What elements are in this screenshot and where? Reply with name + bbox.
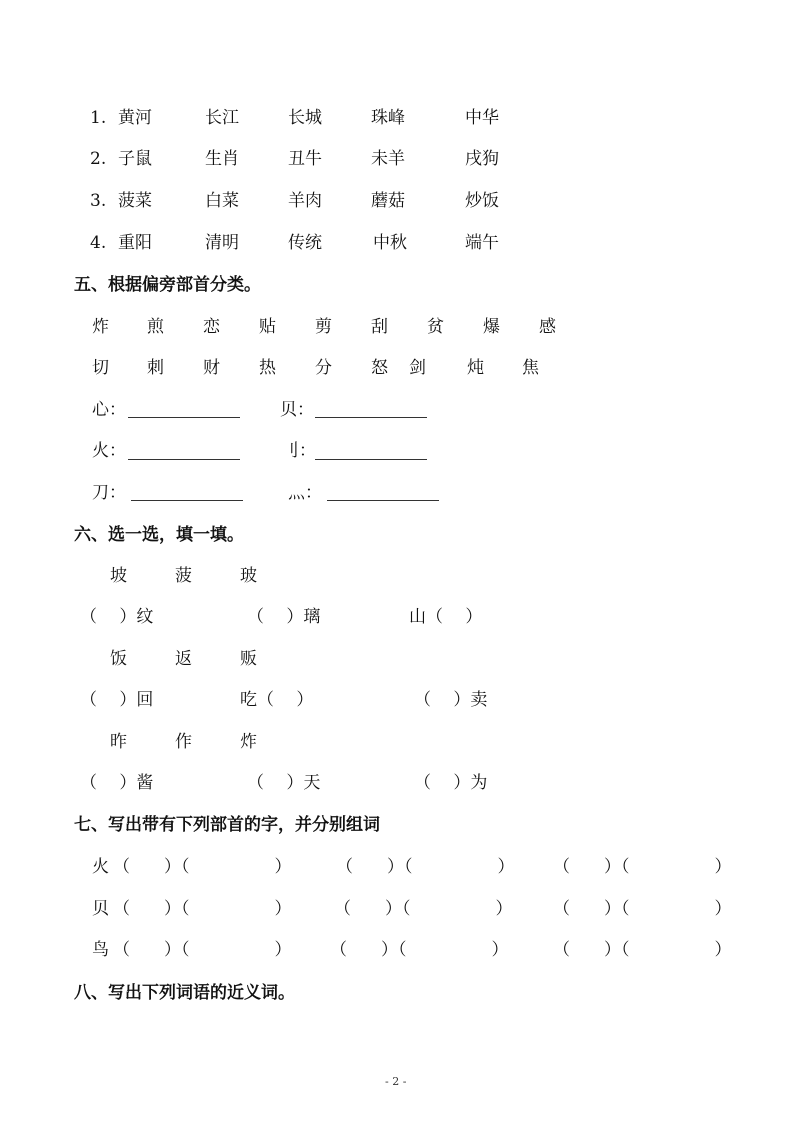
radical-label-heart: 心： xyxy=(92,400,126,420)
radical-label-knife: 刀： xyxy=(92,483,126,503)
choice-g2-1: 饭 xyxy=(110,649,127,669)
row-3-word-4: 蘑菇 xyxy=(371,191,405,211)
char-r1-4: 贴 xyxy=(259,317,276,337)
choice-g3-1: 昨 xyxy=(110,732,127,752)
row-1-word-2: 长江 xyxy=(205,108,239,128)
fill-g2-3-word: 卖 xyxy=(470,690,488,710)
row-4-word-2: 清明 xyxy=(205,233,239,253)
radical-row-shell xyxy=(92,898,109,920)
char-r1-8: 爆 xyxy=(483,317,500,337)
char-r1-9: 感 xyxy=(539,317,556,337)
row-3-word-2: 白菜 xyxy=(205,191,239,211)
radical-label-fire: 火： xyxy=(92,441,126,461)
char-r2-5: 分 xyxy=(315,358,332,378)
char-r1-6: 刮 xyxy=(371,317,388,337)
choice-g1-1: 坡 xyxy=(110,566,127,586)
row-4-word-5: 端午 xyxy=(465,233,499,253)
row-2-word-5: 戌狗 xyxy=(465,149,499,169)
section-6-title: 六、选一选，填一填。 xyxy=(74,525,244,545)
section-5-title: 五、根据偏旁部首分类。 xyxy=(74,275,261,295)
answer-line-fire-dots[interactable] xyxy=(327,500,439,501)
row-3-num: 3. xyxy=(90,191,107,211)
row-3-word-3: 羊肉 xyxy=(288,191,322,211)
fill-g3-2[interactable]: （ ）天 xyxy=(247,773,321,793)
choice-g3-2: 作 xyxy=(175,732,192,752)
char-r2-2: 刺 xyxy=(147,358,164,378)
fill-g3-3[interactable]: （ ）为 xyxy=(414,773,488,793)
paren-bird-1[interactable]: （ ）（ ） xyxy=(113,940,292,960)
fill-g1-2[interactable]: （ ）璃 xyxy=(247,607,321,627)
choice-g3-3: 炸 xyxy=(240,732,257,752)
paren-fire-2[interactable]: （ ）（ ） xyxy=(336,857,515,877)
char-r2-1: 切 xyxy=(92,358,109,378)
row-1-word-1: 黄河 xyxy=(118,108,152,128)
row-4-word-4: 中秋 xyxy=(373,233,407,253)
char-r1-3: 恋 xyxy=(203,317,220,337)
fill-g1-3-word: 山 xyxy=(409,607,426,627)
fill-g1-3[interactable]: 山（ ） xyxy=(409,607,483,627)
answer-line-shell[interactable] xyxy=(315,417,427,418)
section-7-title: 七、写出带有下列部首的字，并分别组词 xyxy=(74,815,380,835)
char-r1-2: 煎 xyxy=(147,317,164,337)
paren-bird-2[interactable]: （ ）（ ） xyxy=(330,940,509,960)
row-1-num: 1. xyxy=(90,108,107,128)
fill-g2-3[interactable]: （ ）卖 xyxy=(414,690,488,710)
row-4-word-1: 重阳 xyxy=(118,233,152,253)
char-r1-5: 剪 xyxy=(315,317,332,337)
radical-shell: 贝 xyxy=(92,899,109,919)
row-2-word-2: 生肖 xyxy=(205,149,239,169)
fill-g1-1[interactable]: （ ）纹 xyxy=(80,607,154,627)
char-r2-6: 怒 xyxy=(371,358,388,378)
page-number: - 2 - xyxy=(385,1075,407,1088)
choice-g1-2: 菠 xyxy=(175,566,192,586)
fill-g2-1[interactable]: （ ）回 xyxy=(80,690,154,710)
char-r2-7: 剑 xyxy=(409,358,426,378)
fill-g3-2-word: 天 xyxy=(303,773,321,793)
fill-g2-1-word: 回 xyxy=(136,690,154,710)
row-1-word-3: 长城 xyxy=(288,108,322,128)
row-1-word-4: 珠峰 xyxy=(371,108,405,128)
paren-shell-2[interactable]: （ ）（ ） xyxy=(334,899,513,919)
radical-row-bird xyxy=(92,939,109,961)
answer-line-fire[interactable] xyxy=(128,459,240,460)
fill-g2-2-word: 吃 xyxy=(240,690,257,710)
fill-g3-1[interactable]: （ ）酱 xyxy=(80,773,154,793)
char-r2-9: 焦 xyxy=(522,358,539,378)
paren-fire-3[interactable]: （ ）（ ） xyxy=(553,857,732,877)
row-2-word-3: 丑牛 xyxy=(288,149,322,169)
fill-g2-2[interactable]: 吃（ ） xyxy=(240,690,314,710)
row-3-word-1: 菠菜 xyxy=(118,191,152,211)
fill-g1-2-word: 璃 xyxy=(303,607,321,627)
char-r1-7: 贫 xyxy=(427,317,444,337)
fill-g3-1-word: 酱 xyxy=(136,773,154,793)
paren-shell-3[interactable]: （ ）（ ） xyxy=(553,899,732,919)
char-r2-8: 炖 xyxy=(467,358,484,378)
paren-fire-1[interactable]: （ ）（ ） xyxy=(113,857,292,877)
radical-label-fire-dots: 灬： xyxy=(288,483,322,503)
answer-line-knife-side[interactable] xyxy=(315,459,427,460)
char-r1-1: 炸 xyxy=(92,317,109,337)
row-2-word-1: 子鼠 xyxy=(118,149,152,169)
radical-label-knife-side: 刂： xyxy=(282,441,316,461)
radical-bird: 鸟 xyxy=(92,940,109,960)
char-r2-4: 热 xyxy=(259,358,276,378)
row-4-num: 4. xyxy=(90,233,107,253)
row-4-word-3: 传统 xyxy=(288,233,322,253)
fill-g3-3-word: 为 xyxy=(470,773,488,793)
row-2-num: 2. xyxy=(90,149,107,169)
radical-label-shell: 贝： xyxy=(280,400,314,420)
row-3-word-5: 炒饭 xyxy=(465,191,499,211)
fill-g1-1-word: 纹 xyxy=(136,607,154,627)
answer-line-knife[interactable] xyxy=(131,500,243,501)
radical-row-fire xyxy=(92,856,109,878)
choice-g2-3: 贩 xyxy=(240,649,257,669)
radical-fire: 火 xyxy=(92,857,109,877)
answer-line-heart[interactable] xyxy=(128,417,240,418)
char-r2-3: 财 xyxy=(203,358,220,378)
choice-g2-2: 返 xyxy=(175,649,192,669)
paren-bird-3[interactable]: （ ）（ ） xyxy=(553,940,732,960)
row-2-word-4: 未羊 xyxy=(371,149,405,169)
paren-shell-1[interactable]: （ ）（ ） xyxy=(113,899,292,919)
row-1-word-5: 中华 xyxy=(465,108,499,128)
choice-g1-3: 玻 xyxy=(240,566,257,586)
section-8-title: 八、写出下列词语的近义词。 xyxy=(74,983,295,1003)
